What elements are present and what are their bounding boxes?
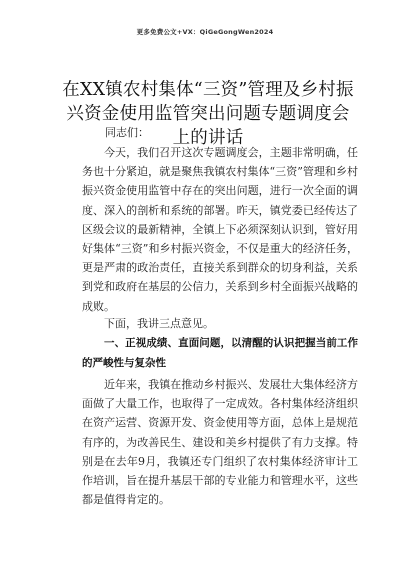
section-paragraph: 近年来，我镇在推动乡村振兴、发展壮大集体经济方面做了大量工作，也取得了一定成效。各村集体经济组织在资产运营、资源开发、资金使用等方面，总体上是规范有序的，为改善民生、建设和美乡村提供了有力支撑。特别是在去年9月，我镇还专门组织了农村集体经济审计工作培训，旨在提升基层干部的专业能力和管理水平，这些都是值得肯定的。 — [82, 378, 358, 507]
paragraph-transition: 下面，我讲三点意见。 — [104, 317, 214, 330]
paragraph-opening: 今天，我们召开这次专题调度会，主题非常明确，任务也十分紧迫，就是聚焦我镇农村集体“三资”管理和乡村振兴资金使用监管中存在的突出问题，进行一次全面的调度、深入的剖析和系统的部署。昨天，镇党委已经传达了区级会议的最新精神，全镇上下必须深刻认识到，管好用好集体“三资”和乡村振兴资金，不仅是重大的经济任务，更是严肃的政治责任，直接关系到群众的切身利益，关系到党和政府在基层的公信力，关系到乡村全面振兴战略的成败。 — [82, 146, 358, 313]
header-note: 更多免费公文+VX：QiGeGongWen2024 — [136, 28, 274, 36]
section-heading: 一、正视成绩、直面问题，以清醒的认识把握当前工作的严峻性与复杂性 — [82, 337, 358, 369]
salutation: 同志们： — [105, 126, 149, 139]
document-title: 在XX镇农村集体“三资”管理及乡村振兴资金使用监管突出问题专题调度会上的讲话 — [62, 80, 354, 148]
